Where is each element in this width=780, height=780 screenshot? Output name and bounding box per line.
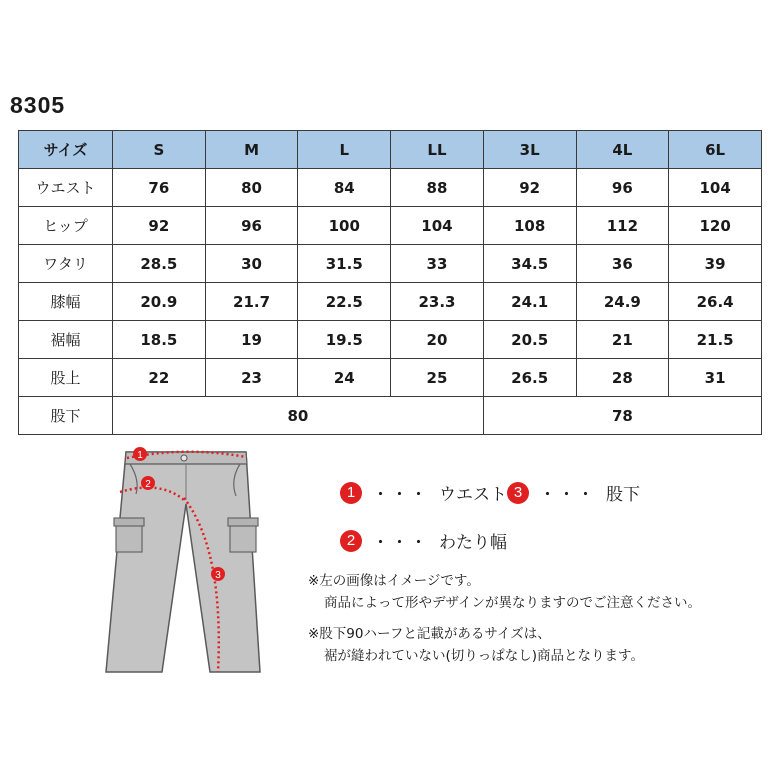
row-label: 股上 (19, 359, 113, 397)
table-cell: 19.5 (298, 321, 391, 359)
table-cell: 33 (391, 245, 484, 283)
size-table (18, 130, 762, 435)
table-cell: 26.4 (669, 283, 762, 321)
table-cell: 92 (483, 169, 576, 207)
model-number: 8305 (10, 92, 66, 118)
table-header-row (19, 131, 762, 169)
table-row (19, 169, 762, 207)
legend-dots: ・・・ (539, 485, 596, 505)
header-cell: 4L (576, 131, 669, 169)
legend-item-inseam (507, 480, 640, 505)
table-cell: 34.5 (483, 245, 576, 283)
table-cell: 19 (205, 321, 298, 359)
table-cell: 23 (205, 359, 298, 397)
table-cell: 36 (576, 245, 669, 283)
table-cell: 31.5 (298, 245, 391, 283)
table-cell: 108 (483, 207, 576, 245)
table-cell: 21 (576, 321, 669, 359)
cargo-flap-left (114, 518, 144, 526)
table-cell: 80 (205, 169, 298, 207)
row-label: ウエスト (19, 169, 113, 207)
marker-2-label: 2 (145, 479, 151, 490)
table-cell: 22.5 (298, 283, 391, 321)
header-cell: L (298, 131, 391, 169)
pants-shape (106, 452, 260, 672)
table-cell: 21.7 (205, 283, 298, 321)
table-cell: 92 (113, 207, 206, 245)
header-cell: M (205, 131, 298, 169)
table-cell: 22 (113, 359, 206, 397)
table-row (19, 245, 762, 283)
table-cell: 21.5 (669, 321, 762, 359)
cargo-flap-right (228, 518, 258, 526)
row-label: ヒップ (19, 207, 113, 245)
legend-item-waist (340, 480, 507, 505)
table-cell: 28 (576, 359, 669, 397)
table-cell: 76 (113, 169, 206, 207)
pants-diagram (100, 440, 272, 680)
note-half (308, 623, 644, 667)
table-cell: 23.3 (391, 283, 484, 321)
table-cell: 112 (576, 207, 669, 245)
table-cell: 39 (669, 245, 762, 283)
table-cell: 30 (205, 245, 298, 283)
table-cell: 84 (298, 169, 391, 207)
table-cell: 88 (391, 169, 484, 207)
header-cell: LL (391, 131, 484, 169)
table-cell: 20 (391, 321, 484, 359)
row-label: 膝幅 (19, 283, 113, 321)
table-cell: 24.1 (483, 283, 576, 321)
marker-1-label: 1 (137, 450, 143, 461)
marker-3-label: 3 (215, 570, 221, 581)
table-cell: 20.9 (113, 283, 206, 321)
table-cell: 20.5 (483, 321, 576, 359)
legend-dots: ・・・ (372, 533, 429, 553)
table-row (19, 207, 762, 245)
table-cell: 24.9 (576, 283, 669, 321)
row-label: 股下 (19, 397, 113, 435)
legend-badge: 3 (507, 482, 529, 504)
note-line: 裾が縫われていない(切りっぱなし)商品となります。 (324, 648, 644, 664)
header-cell: 6L (669, 131, 762, 169)
table-cell: 104 (669, 169, 762, 207)
button-icon (181, 455, 187, 461)
row-label: ワタリ (19, 245, 113, 283)
table-row (19, 359, 762, 397)
table-cell: 18.5 (113, 321, 206, 359)
table-cell: 28.5 (113, 245, 206, 283)
table-cell: 120 (669, 207, 762, 245)
table-cell: 25 (391, 359, 484, 397)
note-line: ※左の画像はイメージです。 (308, 573, 480, 589)
table-cell: 24 (298, 359, 391, 397)
legend-item-thigh (340, 528, 507, 553)
header-cell: 3L (483, 131, 576, 169)
table-cell: 26.5 (483, 359, 576, 397)
header-cell: S (113, 131, 206, 169)
inseam-small-cell: 80 (113, 397, 484, 435)
note-line: ※股下90ハーフと記載があるサイズは、 (308, 626, 551, 642)
row-label: 裾幅 (19, 321, 113, 359)
legend-dots: ・・・ (372, 485, 429, 505)
table-cell: 104 (391, 207, 484, 245)
legend-text: ウエスト (439, 485, 507, 505)
table-cell: 96 (205, 207, 298, 245)
table-cell: 96 (576, 169, 669, 207)
table-cell: 100 (298, 207, 391, 245)
table-row (19, 283, 762, 321)
legend-badge: 1 (340, 482, 362, 504)
note-line: 商品によって形やデザインが異なりますのでご注意ください。 (324, 595, 702, 611)
table-row-inseam (19, 397, 762, 435)
table-row (19, 321, 762, 359)
legend-text: 股下 (606, 485, 640, 505)
legend-badge: 2 (340, 530, 362, 552)
table-cell: 31 (669, 359, 762, 397)
header-cell: サイズ (19, 131, 113, 169)
note-image (308, 570, 701, 614)
inseam-large-cell: 78 (483, 397, 761, 435)
legend-text: わたり幅 (439, 533, 507, 553)
